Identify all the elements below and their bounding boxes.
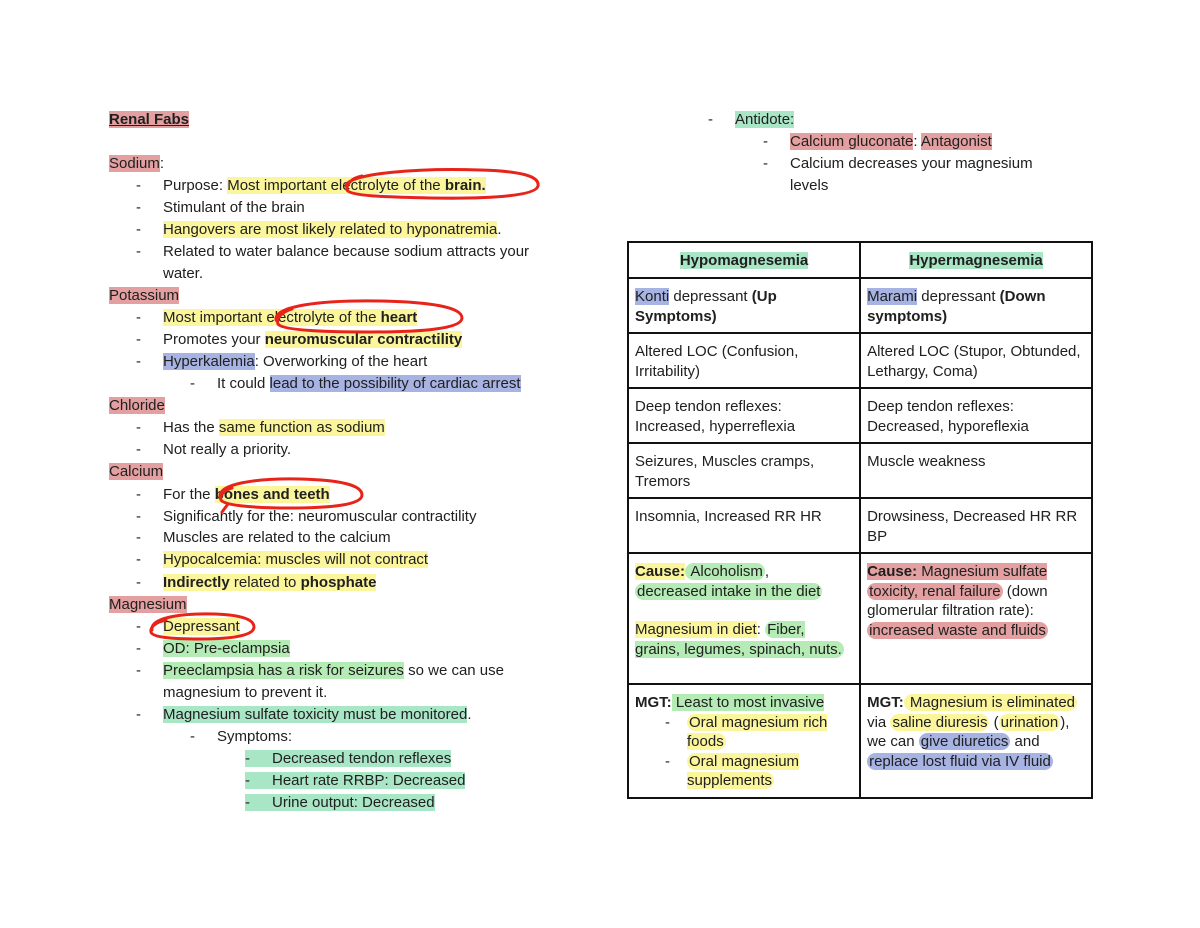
symptom-item: - Heart rate RRBP: Decreased	[245, 772, 466, 789]
calcium-bullet-3: - Muscles are related to the calcium	[136, 529, 391, 546]
table-cell: Konti depressant (Up Symptoms)	[628, 278, 860, 333]
calcium-bullet-1: - For the bones and teeth	[136, 486, 330, 503]
potassium-bullet-2: - Promotes your neuromuscular contractility	[136, 331, 463, 348]
sodium-bullet-4-cont: water.	[163, 265, 204, 282]
magnesium-bullet-1: - Depressant	[136, 618, 240, 635]
table-cell: Seizures, Muscles cramps, Tremors	[628, 443, 860, 498]
table-cell-cause-hyper: Cause: Magnesium sulfate toxicity, renal failure (down glomerular filtration rate): increased waste and fluids	[860, 553, 1092, 684]
table-cell-cause-hypo: Cause: Alcoholism , decreased intake in the diet Magnesium in diet: Fiber, grains, legumes, spinach, nuts.	[628, 553, 860, 684]
mgt-list	[635, 713, 853, 791]
sodium-bullet-3: - Hangovers are most likely related to hyponatremia.	[136, 221, 502, 238]
antidote-bullet-2-cont: levels	[790, 177, 829, 194]
table-cell: Marami depressant (Down symptoms)	[860, 278, 1092, 333]
calcium-bullet-2: - Significantly for the: neuromuscular contractility	[136, 508, 477, 525]
symptom-item: - Urine output: Decreased	[245, 794, 435, 811]
potassium-bullet-1: - Most important electrolyte of the heart	[136, 309, 418, 326]
table-cell: Muscle weakness	[860, 443, 1092, 498]
magnesium-bullet-2: - OD: Pre-eclampsia	[136, 640, 290, 657]
table-cell: Insomnia, Increased RR HR	[628, 498, 860, 553]
table-cell: Drowsiness, Decreased HR RR BP	[860, 498, 1092, 553]
calcium-bullet-5: - Indirectly related to phosphate	[136, 574, 377, 591]
potassium-bullet-3: - Hyperkalemia: Overworking of the heart	[136, 353, 428, 370]
sodium-bullet-2: - Stimulant of the brain	[136, 199, 305, 216]
table-cell-mgt-hyper: MGT: Magnesium is eliminated via saline diuresis ( urination ), we can give diuretics and replace lost fluid via IV fluid	[860, 684, 1092, 798]
list-item: - Oral magnesium rich foods	[665, 713, 828, 750]
table-row	[628, 684, 1092, 798]
doc-title: Renal Fabs	[109, 111, 190, 128]
table-header-row	[628, 242, 1092, 278]
magnesium-heading: Magnesium	[109, 596, 187, 613]
table-row	[628, 553, 1092, 684]
potassium-bullet-3a: - It could lead to the possibility of cardiac arrest	[190, 375, 521, 392]
antidote-bullet-1: - Calcium gluconate: Antagonist	[763, 133, 992, 150]
chloride-heading: Chloride	[109, 397, 165, 414]
magnesium-bullet-3-cont: magnesium to prevent it.	[163, 684, 328, 701]
calcium-bullet-4: - Hypocalcemia: muscles will not contract	[136, 551, 429, 568]
header-hypomagnesemia: Hypomagnesemia	[628, 242, 860, 278]
table-cell: Altered LOC (Stupor, Obtunded, Lethargy, Coma)	[860, 333, 1092, 388]
table-row	[628, 388, 1092, 443]
magnesium-bullet-4: - Magnesium sulfate toxicity must be monitored.	[136, 706, 472, 723]
table-cell-mgt-hypo: MGT: Least to most invasive - Oral magnesium rich foods - Oral magnesium supplements	[628, 684, 860, 798]
magnesium-bullet-3: - Preeclampsia has a risk for seizures so we can use	[136, 662, 504, 679]
antidote-bullet-2: - Calcium decreases your magnesium	[763, 155, 1033, 172]
table-row	[628, 498, 1092, 553]
table-cell: Deep tendon reflexes: Decreased, hyporeflexia	[860, 388, 1092, 443]
antidote-heading: - Antidote:	[708, 111, 795, 128]
chloride-bullet-1: - Has the same function as sodium	[136, 419, 385, 436]
symptoms-label: - Symptoms:	[190, 728, 293, 745]
table-cell: Altered LOC (Confusion, Irritability)	[628, 333, 860, 388]
table-cell: Deep tendon reflexes: Increased, hyperreflexia	[628, 388, 860, 443]
table-row	[628, 278, 1092, 333]
sodium-bullet-4: - Related to water balance because sodium attracts your	[136, 243, 530, 260]
magnesemia-table	[627, 241, 1093, 799]
symptom-item: - Decreased tendon reflexes	[245, 750, 452, 767]
sodium-bullet-1: - Purpose: Most important electrolyte of the brain.	[136, 177, 486, 194]
table-row	[628, 333, 1092, 388]
calcium-heading: Calcium	[109, 463, 164, 480]
chloride-bullet-2: - Not really a priority.	[136, 441, 292, 458]
sodium-heading: Sodium:	[109, 155, 165, 172]
list-item: - Oral magnesium supplements	[665, 752, 800, 789]
potassium-heading: Potassium	[109, 287, 180, 304]
table-row	[628, 443, 1092, 498]
header-hypermagnesemia: Hypermagnesemia	[860, 242, 1092, 278]
